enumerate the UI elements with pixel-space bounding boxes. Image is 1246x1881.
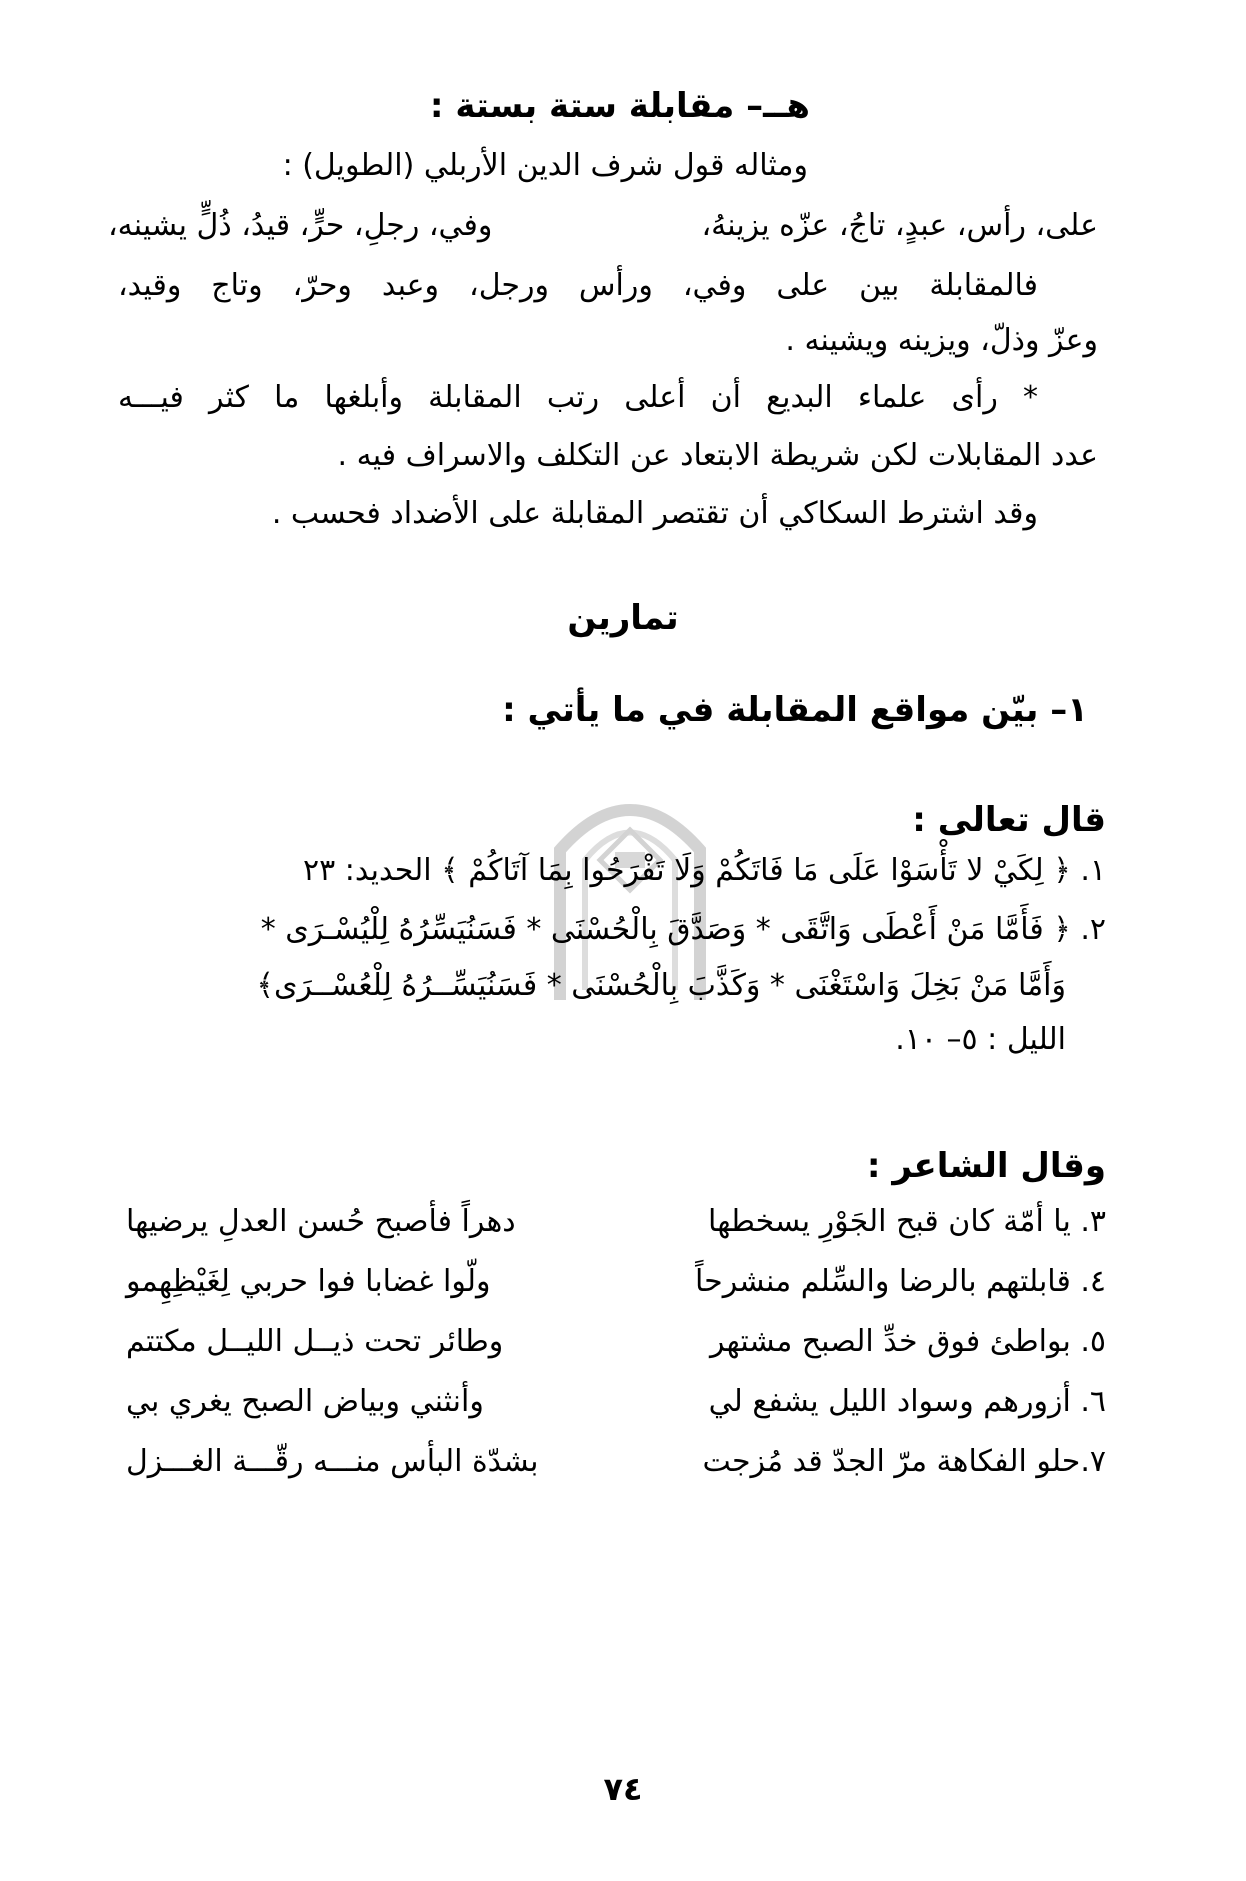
poem-7-first-half: ٧.حلو الفكاهة مرّ الجدّ قد مُزجت xyxy=(702,1444,1106,1479)
quran-item-2-line-1: ٢. ﴿ فَأَمَّا مَنْ أَعْطَى وَاتَّقَى * وَصَدَّقَ بِالْحُسْنَى * فَسَنُيَسِّرُهُ لِلْيُسْـرَى * xyxy=(260,912,1106,947)
intro-line: ومثاله قول شرف الدين الأربلي (الطويل) : xyxy=(282,148,808,183)
section-heading: هــ– مقابلة ستة بستة : xyxy=(429,86,810,126)
poet-label: وقال الشاعر : xyxy=(866,1146,1106,1186)
poem-4-second-half: ولّوا غضابا فوا حربي لِغَيْظِهِمو xyxy=(126,1264,491,1299)
poem-4-first-half: ٤. قابلتهم بالرضا والسِّلم منشرحاً xyxy=(695,1264,1106,1299)
quran-label: قال تعالى : xyxy=(912,800,1106,840)
example-verse-second-half: وفي، رجلِ، حرٍّ، قيدُ، ذُلٍّ يشينه، xyxy=(108,208,493,243)
poem-6-first-half: ٦. أزورهم وسواد الليل يشفع لي xyxy=(708,1384,1106,1419)
quran-item-2-line-2: وَأَمَّا مَنْ بَخِلَ وَاسْتَغْنَى * وَكَذَّبَ بِالْحُسْنَى * فَسَنُيَسِّــرُهُ لِلْعُسْــرَى﴾ xyxy=(256,968,1066,1003)
quran-item-1: ١. ﴿ لِكَيْ لا تَأْسَوْا عَلَى مَا فَاتَكُمْ وَلَا تَفْرَحُوا بِمَا آتَاكُمْ ﴾ الحديد: ٢٣ xyxy=(302,853,1106,888)
explanation-line-2: وعزّ وذلّ، ويزينه ويشينه . xyxy=(785,323,1098,358)
note-line-2: عدد المقابلات لكن شريطة الابتعاد عن التكلف والاسراف فيه . xyxy=(337,438,1098,473)
example-verse-first-half: على، رأس، عبدٍ، تاجُ، عزّه يزينهُ، xyxy=(701,208,1098,243)
poem-7-second-half: بشدّة البأس منـــه رقّـــة الغـــزل xyxy=(126,1444,539,1479)
poem-5-first-half: ٥. بواطئ فوق خدِّ الصبح مشتهر xyxy=(710,1324,1106,1359)
exercises-title: تمارين xyxy=(567,598,679,638)
poem-3-first-half: ٣. يا أمّة كان قبح الجَوْرِ يسخطها xyxy=(708,1204,1106,1239)
quran-item-2-reference: الليل : ٥– ١٠. xyxy=(895,1022,1066,1057)
poem-3-second-half: دهراً فأصبح حُسن العدلِ يرضيها xyxy=(126,1204,516,1239)
poem-5-second-half: وطائر تحت ذيــل الليــل مكتتم xyxy=(126,1324,504,1359)
note-line-3: وقد اشترط السكاكي أن تقتصر المقابلة على الأضداد فحسب . xyxy=(271,496,1038,531)
page-number: ٧٤ xyxy=(603,1770,643,1808)
explanation-line-1: فالمقابلة بين على وفي، ورأس ورجل، وعبد وحرّ، وتاج وقيد، xyxy=(118,268,1038,303)
poem-6-second-half: وأنثني وبياض الصبح يغري بي xyxy=(126,1384,484,1419)
exercise-heading: ١– بيّن مواقع المقابلة في ما يأتي : xyxy=(502,690,1088,730)
note-line-1: * رأى علماء البديع أن أعلى رتب المقابلة وأبلغها ما كثر فيـــه xyxy=(118,380,1038,415)
